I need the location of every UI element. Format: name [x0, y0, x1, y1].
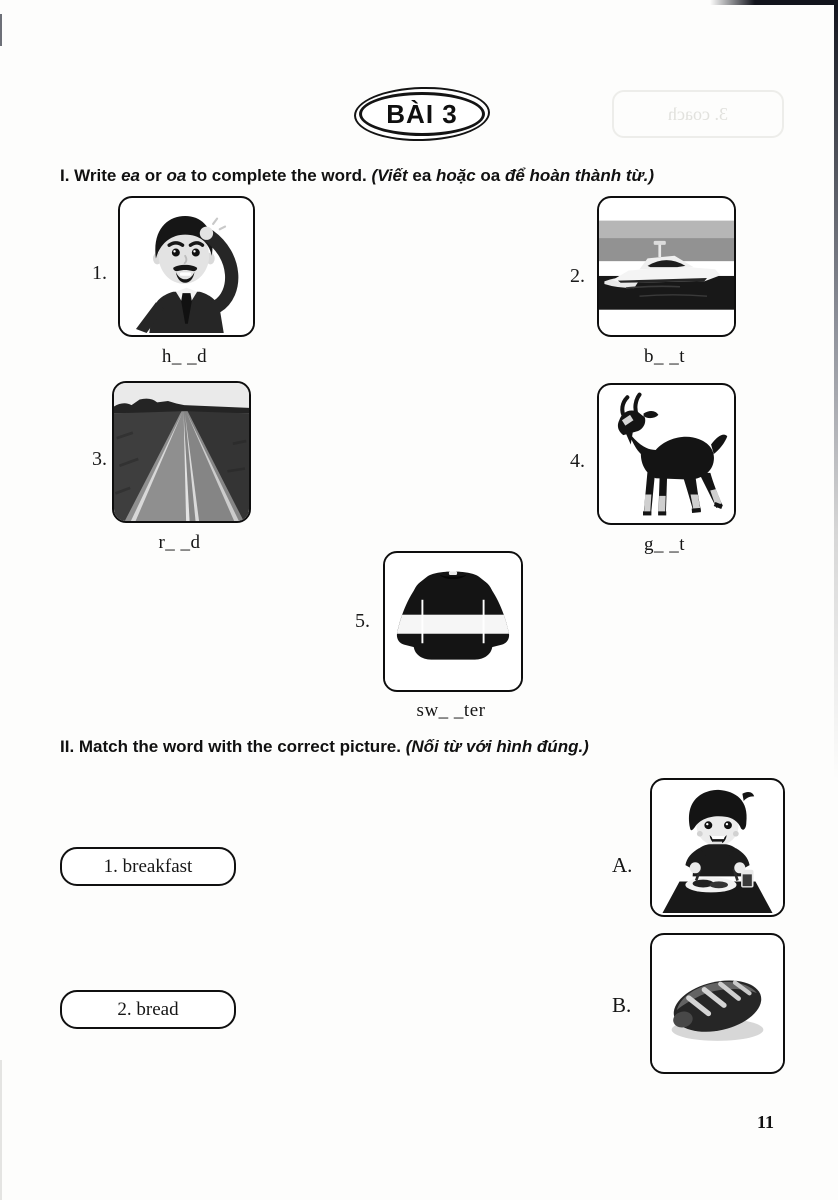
- heading-text: I. Write: [60, 166, 122, 185]
- section2-heading: [60, 737, 800, 757]
- heading-vi: hoặc: [431, 166, 481, 185]
- ghost-text: 3. coach: [668, 103, 728, 124]
- item-number: 4.: [570, 450, 585, 472]
- picture-box-goat: [597, 383, 736, 525]
- word-label: 1. breakfast: [103, 855, 193, 877]
- heading-vi: (Nối từ với hình đúng.): [405, 737, 589, 756]
- word-label: 2. bread: [117, 998, 179, 1020]
- scan-edge-left-bottom: [0, 1060, 2, 1200]
- item-number: 2.: [570, 265, 585, 287]
- section1-heading: [60, 166, 800, 186]
- desert-road-image: [114, 383, 249, 521]
- picture-box-bread: [650, 933, 785, 1074]
- word-box-breakfast: [60, 847, 236, 886]
- picture-box-sweater: [383, 551, 523, 692]
- word-blank-label: h_ _d: [161, 346, 208, 367]
- picture-letter: B.: [612, 993, 632, 1017]
- item-number: 3.: [92, 448, 107, 470]
- scan-edge-left: [0, 14, 2, 46]
- picture-letter: A.: [612, 853, 633, 877]
- heading-text: or: [140, 166, 167, 185]
- boy-eating-breakfast-image: [652, 780, 783, 915]
- item-number: 5.: [355, 610, 370, 632]
- lesson-title-oval: [353, 85, 490, 143]
- picture-box-breakfast: [650, 778, 785, 917]
- heading-text: to complete the word.: [186, 166, 372, 185]
- motor-yacht-image: [599, 198, 734, 335]
- scan-edge-right: [834, 0, 838, 780]
- lesson-title: BÀI 3: [359, 92, 485, 136]
- word-blank-label: r_ _d: [158, 532, 201, 553]
- bleed-through-ghost: [612, 90, 784, 138]
- heading-text: II. Match the word with the correct picture.: [60, 737, 406, 756]
- picture-box-boat: [597, 196, 736, 337]
- loaf-of-bread-image: [652, 935, 783, 1072]
- man-scratching-head-image: [120, 198, 253, 335]
- word-blank-label: b_ _t: [643, 346, 686, 367]
- heading-vi: để hoàn thành từ.): [500, 166, 655, 185]
- striped-sweater-image: [385, 553, 521, 690]
- picture-box-road: [112, 381, 251, 523]
- word-blank-label: sw_ _ter: [416, 700, 486, 721]
- scan-edge-top: [710, 0, 838, 5]
- heading-vi-ea: ea: [412, 166, 432, 185]
- item-number: 1.: [92, 262, 107, 284]
- heading-vi-oa: oa: [480, 166, 501, 185]
- heading-word-ea: ea: [121, 166, 141, 185]
- heading-vi: (Viết: [371, 166, 413, 185]
- heading-word-oa: oa: [166, 166, 187, 185]
- picture-box-head: [118, 196, 255, 337]
- goat-image: [599, 385, 734, 523]
- word-blank-label: g_ _t: [643, 534, 686, 555]
- page-number: 11: [757, 1112, 775, 1132]
- word-box-bread: [60, 990, 236, 1029]
